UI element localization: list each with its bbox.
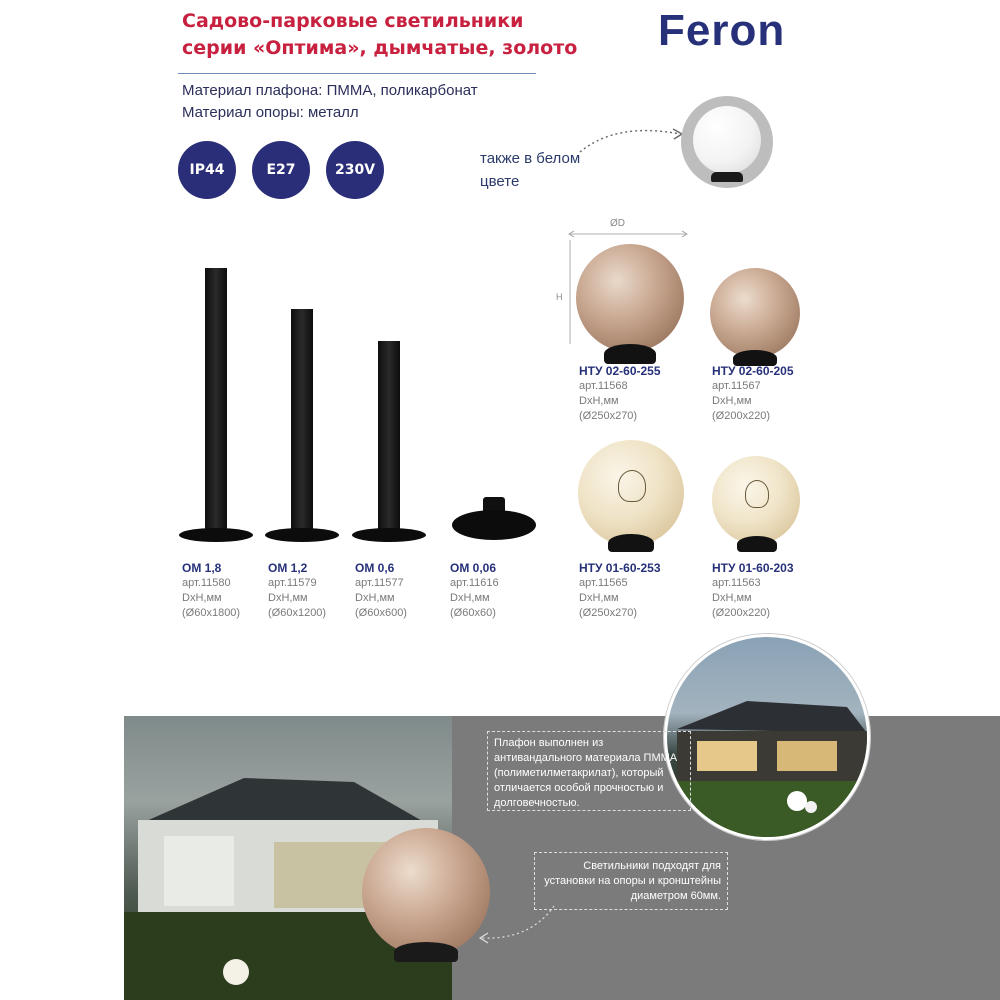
smoky-globe-205-icon <box>710 268 800 358</box>
globe-base-icon <box>604 344 656 364</box>
globe-art: арт.11567 <box>712 380 761 392</box>
pole-dims-label: DxH,мм <box>450 592 490 604</box>
badge-ip44: IP44 <box>178 141 236 199</box>
smoky-globe-255-icon <box>576 244 684 352</box>
globe-base-icon <box>737 536 777 552</box>
globe-label <box>579 364 661 424</box>
mount-info-box: Светильники подходят для установки на опоры и кронштейны диаметром 60мм. <box>534 852 728 910</box>
globe-name: НТУ 01-60-203 <box>712 561 794 575</box>
white-globe-frame <box>681 96 773 188</box>
pole-base-icon <box>452 510 536 540</box>
pole-dims-label: DxH,мм <box>182 592 222 604</box>
pole-art: арт.11580 <box>182 577 231 589</box>
pmma-info-box: Плафон выполнен из антивандального материала ПММА (полиметилметакрилат), который отличается особой прочностью и долговечностью. <box>487 731 691 811</box>
bulb-icon <box>745 480 769 508</box>
pole-art: арт.11577 <box>355 577 404 589</box>
white-globe-base <box>711 172 743 182</box>
pole-label <box>182 561 240 621</box>
pole-dims: (Ø60x1800) <box>182 607 241 619</box>
globe-dims-label: DxH,мм <box>712 592 752 604</box>
globe-dims-label: DxH,мм <box>579 395 619 407</box>
globe-label <box>579 561 661 621</box>
pole-om18-icon <box>205 268 227 536</box>
page-title <box>182 8 577 62</box>
pole-art: арт.11616 <box>450 577 499 589</box>
gold-globe-203-icon <box>712 456 800 544</box>
globe-dims-label: DxH,мм <box>579 592 619 604</box>
pole-base-icon <box>179 528 253 542</box>
also-white-caption <box>480 147 580 193</box>
globe-base-icon <box>394 942 458 962</box>
pole-label <box>450 561 499 621</box>
pole-dims: (Ø60x600) <box>355 607 407 619</box>
brand-logo: Feron <box>658 6 786 55</box>
bulb-icon <box>618 470 646 502</box>
pole-base-icon <box>265 528 339 542</box>
pole-om12-icon <box>291 309 313 536</box>
pole-dims-label: DxH,мм <box>268 592 308 604</box>
pole-name: ОМ 1,8 <box>182 561 222 575</box>
globe-art: арт.11565 <box>579 577 628 589</box>
material-support: Материал опоры: металл <box>182 104 359 121</box>
badge-230v: 230V <box>326 141 384 199</box>
house-night-illustration <box>667 637 867 837</box>
pole-dims: (Ø60x60) <box>450 607 496 619</box>
pole-name: ОМ 1,2 <box>268 561 308 575</box>
pole-label <box>268 561 326 621</box>
globe-label <box>712 561 794 621</box>
pole-name: ОМ 0,06 <box>450 561 497 575</box>
pole-label <box>355 561 407 621</box>
dotted-arrow-icon <box>470 900 560 950</box>
globe-name: НТУ 02-60-205 <box>712 364 794 378</box>
globe-base-icon <box>608 534 654 552</box>
gold-globe-253-icon <box>578 440 684 546</box>
globe-dims-label: DxH,мм <box>712 395 752 407</box>
pole-dims-label: DxH,мм <box>355 592 395 604</box>
dotted-arrow-icon <box>576 118 688 158</box>
globe-dims: (Ø250x270) <box>579 607 638 619</box>
globe-name: НТУ 01-60-253 <box>579 561 661 575</box>
globe-dims: (Ø250x270) <box>579 410 638 422</box>
globe-art: арт.11568 <box>579 380 628 392</box>
height-label: H <box>556 292 563 302</box>
title-line-1: Садово-парковые светильники <box>182 10 524 32</box>
pole-art: арт.11579 <box>268 577 317 589</box>
pole-dims: (Ø60x1200) <box>268 607 327 619</box>
globe-name: НТУ 02-60-255 <box>579 364 661 378</box>
diameter-label: ØD <box>610 218 625 229</box>
badge-e27: E27 <box>252 141 310 199</box>
pole-om06-icon <box>378 341 400 536</box>
house-circle-photo <box>664 634 870 840</box>
globe-dims: (Ø200x220) <box>712 410 771 422</box>
material-shade: Материал плафона: ПММА, поликарбонат <box>182 82 478 99</box>
title-line-2: серии «Оптима», дымчатые, золото <box>182 37 578 59</box>
globe-art: арт.11563 <box>712 577 761 589</box>
globe-dims: (Ø200x220) <box>712 607 771 619</box>
also-white-line-2: цвете <box>480 173 520 190</box>
also-white-line-1: также в белом <box>480 150 581 167</box>
globe-label <box>712 364 794 424</box>
title-divider <box>178 73 536 74</box>
white-globe-icon <box>693 106 761 174</box>
pole-base-icon <box>352 528 426 542</box>
pole-name: ОМ 0,6 <box>355 561 395 575</box>
